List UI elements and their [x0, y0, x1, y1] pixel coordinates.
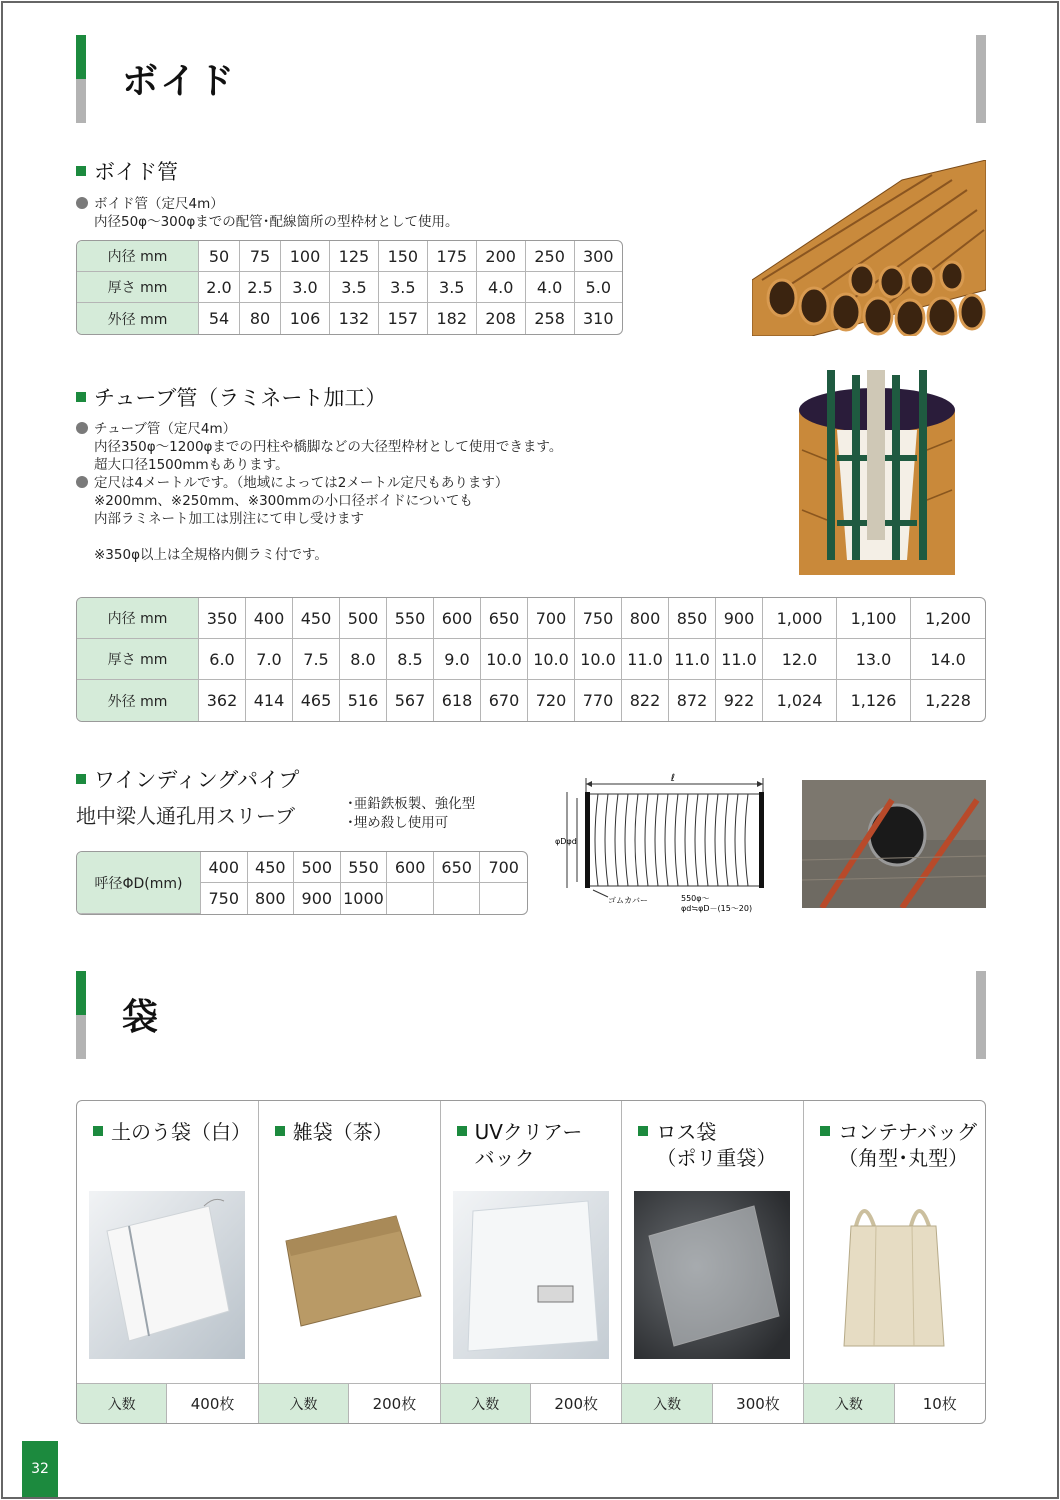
sandbag-photo	[89, 1191, 245, 1359]
spec-cell: 1,200	[911, 598, 985, 639]
description-line: 超大口径1500mmもあります。	[94, 457, 289, 473]
description-line: 定尺は4メートルです。（地域によっては2メートル定尺もあります）	[94, 475, 509, 491]
square-bullet-icon	[76, 774, 86, 784]
bag-card-container	[804, 1101, 985, 1423]
bag-card-brown	[259, 1101, 441, 1423]
bag-title-line1: UVクリアー	[474, 1120, 583, 1144]
spec-cell: 400	[201, 852, 248, 883]
spec-cell: 132	[330, 303, 379, 334]
section-header-bag	[76, 971, 986, 1059]
spec-cell: 250	[526, 241, 575, 272]
spec-cell: 822	[622, 680, 669, 721]
subheading-text: ボイド管	[94, 160, 178, 184]
bag-title-line2: （角型･丸型）	[838, 1146, 969, 1170]
row-label: 呼径ΦD(mm)	[77, 852, 201, 914]
bag-card-uv-clear	[441, 1101, 623, 1423]
description-line: チューブ管（定尺4m）	[94, 421, 237, 437]
spec-cell: 1000	[341, 883, 388, 914]
spec-cell: 3.5	[379, 272, 428, 303]
spec-cell: 750	[201, 883, 248, 914]
section-bar-right	[976, 971, 986, 1059]
description-line: ※200mm、※250mm、※300mmの小口径ボイドについても	[94, 493, 473, 509]
bag-title-line1: コンテナバッグ	[838, 1120, 977, 1144]
spec-cell: 650	[481, 598, 528, 639]
spec-cell: 465	[293, 680, 340, 721]
spec-cell: 700	[480, 852, 527, 883]
row-label: 内径 mm	[77, 241, 199, 272]
spec-cell: 11.0	[669, 639, 716, 680]
bag-title-line1: 雑袋（茶）	[292, 1120, 393, 1144]
subheading-tube-pipe	[76, 382, 386, 412]
bag-quantity-row	[259, 1383, 440, 1423]
description-line: 内部ラミネート加工は別注にて申し受けます	[94, 511, 364, 527]
spec-cell: 1,000	[763, 598, 837, 639]
spec-cell: 872	[669, 680, 716, 721]
spec-cell: 258	[526, 303, 575, 334]
section-header-void	[76, 35, 986, 123]
description-line: 内径350φ～1200φまでの円柱や橋脚などの大径型枠材として使用できます。	[94, 439, 563, 455]
spec-row	[77, 272, 622, 303]
quantity-label: 入数	[804, 1384, 894, 1423]
spec-cell: 450	[293, 598, 340, 639]
spec-cell: 10.0	[481, 639, 528, 680]
brown-bag-photo	[271, 1191, 427, 1359]
container-bag-photo	[816, 1191, 972, 1359]
row-label: 外径 mm	[77, 680, 199, 721]
bag-title	[638, 1119, 776, 1171]
quantity-label: 入数	[259, 1384, 349, 1423]
spec-cell: 400	[246, 598, 293, 639]
square-bullet-icon	[275, 1126, 285, 1136]
page-number: 32	[22, 1441, 58, 1497]
loss-bag-photo	[634, 1191, 790, 1359]
quantity-value: 300枚	[736, 1395, 780, 1413]
feature-line: ･埋め殺し使用可	[347, 815, 449, 831]
spec-cell: 450	[248, 852, 295, 883]
circle-bullet-icon	[76, 476, 88, 488]
spec-cell: 6.0	[199, 639, 246, 680]
row-label: 厚さ mm	[77, 272, 199, 303]
row-label: 厚さ mm	[77, 639, 199, 680]
spec-cell: 54	[199, 303, 240, 334]
void-pipe-description	[76, 195, 459, 231]
bag-title-line2: （ポリ重袋）	[656, 1146, 777, 1170]
spec-cell: 8.0	[340, 639, 387, 680]
square-bullet-icon	[93, 1126, 103, 1136]
quantity-label: 入数	[441, 1384, 531, 1423]
spec-cell: 182	[428, 303, 477, 334]
square-bullet-icon	[638, 1126, 648, 1136]
winding-features	[347, 795, 475, 833]
spec-cell: 75	[240, 241, 281, 272]
spec-row	[77, 598, 985, 639]
length-label: ℓ	[670, 773, 676, 784]
spec-cell	[480, 883, 527, 914]
spec-cell: 350	[199, 598, 246, 639]
spec-cell: 922	[716, 680, 763, 721]
spec-cell: 310	[583, 309, 614, 328]
square-bullet-icon	[76, 166, 86, 176]
section-bar-left	[76, 971, 86, 1059]
diagram-note-1: 550φ～	[681, 894, 710, 903]
spec-cell: 125	[330, 241, 379, 272]
winding-pipe-diagram	[553, 772, 771, 917]
spec-cell: 150	[379, 241, 428, 272]
uv-clear-bag-photo	[453, 1191, 609, 1359]
quantity-label: 入数	[77, 1384, 167, 1423]
spec-cell: 1,228	[925, 691, 971, 710]
spec-cell: 80	[240, 303, 281, 334]
spec-cell: 800	[622, 598, 669, 639]
quantity-value: 200枚	[372, 1395, 417, 1413]
diagram-note-2: φd≒φD－(15～20)	[681, 904, 753, 913]
spec-cell: 700	[528, 598, 575, 639]
spec-cell: 900	[716, 598, 763, 639]
spec-cell: 1,126	[837, 680, 911, 721]
spec-cell: 7.0	[246, 639, 293, 680]
spec-row	[77, 680, 985, 721]
spec-cell: 770	[575, 680, 622, 721]
bag-title	[93, 1119, 251, 1145]
spec-cell: 600	[387, 852, 434, 883]
row-label: 内径 mm	[77, 598, 199, 639]
bag-quantity-row	[77, 1383, 258, 1423]
section-bar-right	[976, 35, 986, 123]
spec-cell: 100	[281, 241, 330, 272]
spec-cell: 10.0	[528, 639, 575, 680]
description-line: 内径50φ～300φまでの配管･配線箇所の型枠材として使用。	[94, 214, 459, 230]
spec-cell: 11.0	[622, 639, 669, 680]
spec-cell: 720	[528, 680, 575, 721]
spec-cell: 900	[294, 883, 341, 914]
bag-quantity-row	[804, 1383, 985, 1423]
tube-pipe-photo	[797, 370, 957, 575]
spec-cell: 500	[340, 598, 387, 639]
spec-cell: 3.5	[428, 272, 477, 303]
spec-cell: 567	[387, 680, 434, 721]
square-bullet-icon	[820, 1126, 830, 1136]
spec-cell: 3.5	[330, 272, 379, 303]
spec-cell: 1,100	[837, 598, 911, 639]
spec-cell: 8.5	[387, 639, 434, 680]
bag-quantity-row	[441, 1383, 622, 1423]
winding-pipe-spec-table	[76, 851, 528, 915]
square-bullet-icon	[457, 1126, 467, 1136]
bag-title	[457, 1119, 583, 1171]
section-title: ボイド	[122, 61, 237, 102]
circle-bullet-icon	[76, 422, 88, 434]
spec-cell: 550	[387, 598, 434, 639]
row-label: 外径 mm	[77, 303, 199, 334]
spec-cell: 10.0	[575, 639, 622, 680]
spec-cell: 550	[341, 852, 388, 883]
quantity-value: 10枚	[922, 1395, 957, 1413]
tube-pipe-description	[76, 420, 562, 564]
bag-title-line1: ロス袋	[656, 1120, 717, 1144]
tube-pipe-spec-table	[76, 597, 986, 722]
spec-cell: 2.0	[199, 272, 240, 303]
section-title: 袋	[122, 997, 161, 1038]
spec-cell: 4.0	[526, 272, 575, 303]
spec-cell: 618	[434, 680, 481, 721]
bag-quantity-row	[622, 1383, 803, 1423]
spec-row	[77, 852, 527, 883]
spec-cell: 600	[434, 598, 481, 639]
spec-row	[77, 303, 622, 334]
bag-card-sandbag	[77, 1101, 259, 1423]
winding-pipe-photo	[802, 780, 986, 908]
spec-cell: 208	[477, 303, 526, 334]
feature-line: ･亜鉛鉄板製、強化型	[347, 796, 476, 812]
bag-title-line1: 土のう袋（白）	[111, 1120, 251, 1144]
spec-cell: 750	[575, 598, 622, 639]
spec-cell	[434, 883, 481, 914]
description-line: ボイド管（定尺4m）	[94, 196, 224, 212]
subheading-winding-pipe	[76, 764, 299, 794]
spec-row	[77, 639, 985, 680]
subheading-text: ワインディングパイプ	[94, 768, 300, 792]
spec-cell: 13.0	[837, 639, 911, 680]
bag-card-loss	[622, 1101, 804, 1423]
spec-cell: 850	[669, 598, 716, 639]
spec-cell: 7.5	[293, 639, 340, 680]
diameter-label: φDφd	[555, 837, 577, 846]
section-bar-left	[76, 35, 86, 123]
quantity-value: 200枚	[554, 1395, 598, 1413]
spec-cell: 12.0	[763, 639, 837, 680]
spec-cell: 175	[428, 241, 477, 272]
spec-cell: 106	[281, 303, 330, 334]
spec-cell: 14.0	[911, 639, 985, 680]
description-note: ※350φ以上は全規格内側ラミ付です。	[94, 547, 328, 563]
winding-subheading: 地中梁人通孔用スリーブ	[76, 804, 295, 828]
quantity-value: 400枚	[190, 1395, 235, 1413]
circle-bullet-icon	[76, 197, 88, 209]
bag-title	[820, 1119, 977, 1171]
spec-cell: 1,024	[763, 680, 837, 721]
subheading-text: チューブ管（ラミネート加工）	[94, 386, 387, 410]
spec-cell: 362	[199, 680, 246, 721]
spec-cell: 2.5	[240, 272, 281, 303]
spec-cell: 650	[434, 852, 481, 883]
spec-cell: 4.0	[477, 272, 526, 303]
subheading-void-pipe	[76, 156, 178, 186]
spec-cell: 50	[199, 241, 240, 272]
spec-cell: 500	[294, 852, 341, 883]
quantity-label: 入数	[622, 1384, 712, 1423]
spec-cell: 516	[340, 680, 387, 721]
bag-product-grid	[76, 1100, 986, 1424]
spec-cell: 670	[481, 680, 528, 721]
spec-cell: 200	[477, 241, 526, 272]
spec-cell: 414	[246, 680, 293, 721]
bag-title-line2: バック	[474, 1146, 535, 1170]
void-pipe-photo	[752, 160, 986, 336]
spec-cell: 5.0	[575, 272, 622, 303]
rubber-cover-label: ゴムカバー	[608, 896, 648, 905]
square-bullet-icon	[76, 392, 86, 402]
spec-cell	[387, 883, 434, 914]
spec-cell: 800	[248, 883, 295, 914]
void-pipe-spec-table	[76, 240, 623, 335]
spec-cell: 11.0	[716, 639, 763, 680]
bag-title	[275, 1119, 393, 1145]
spec-cell: 9.0	[434, 639, 481, 680]
spec-row	[77, 241, 622, 272]
spec-cell: 3.0	[281, 272, 330, 303]
spec-cell: 157	[379, 303, 428, 334]
spec-cell: 300	[575, 241, 622, 272]
